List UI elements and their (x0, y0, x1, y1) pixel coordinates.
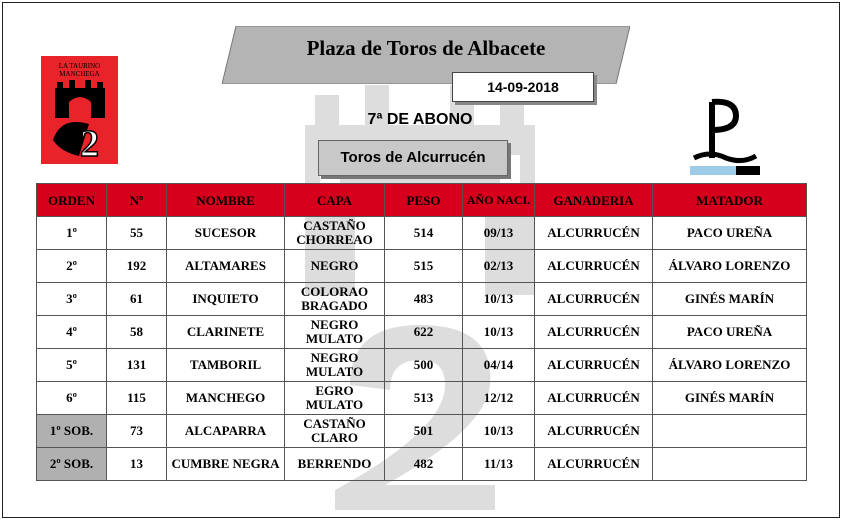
cell-peso: 483 (385, 283, 463, 316)
cell-peso: 501 (385, 415, 463, 448)
cell-matador (653, 415, 807, 448)
logo-line-2: MANCHEGA (59, 70, 100, 78)
table-row (37, 217, 807, 250)
cell-ganaderia: ALCURRUCÉN (535, 382, 653, 415)
column-header-matador: MATADOR (653, 184, 807, 217)
cell-peso: 514 (385, 217, 463, 250)
cell-ganaderia: ALCURRUCÉN (535, 415, 653, 448)
cell-matador: ÁLVARO LORENZO (653, 250, 807, 283)
cell-capa: NEGRO MULATO (285, 349, 385, 382)
cell-num: 115 (107, 382, 167, 415)
cell-capa: BERRENDO (285, 448, 385, 481)
cell-peso: 482 (385, 448, 463, 481)
table-header-row (37, 184, 807, 217)
table-row (37, 382, 807, 415)
cell-nombre: ALCAPARRA (167, 415, 285, 448)
cell-num: 61 (107, 283, 167, 316)
cell-capa: CASTAÑO CHORREAO (285, 217, 385, 250)
column-header-num: Nº (107, 184, 167, 217)
cell-peso: 513 (385, 382, 463, 415)
cell-orden: 2º (37, 250, 107, 283)
cell-num: 55 (107, 217, 167, 250)
cell-matador: GINÉS MARÍN (653, 283, 807, 316)
cell-ganaderia: ALCURRUCÉN (535, 316, 653, 349)
cell-orden: 5º (37, 349, 107, 382)
cell-peso: 622 (385, 316, 463, 349)
cell-ganaderia: ALCURRUCÉN (535, 448, 653, 481)
cell-nacimiento: 09/13 (463, 217, 535, 250)
cell-nombre: CLARINETE (167, 316, 285, 349)
cell-orden: 3º (37, 283, 107, 316)
cell-nacimiento: 12/12 (463, 382, 535, 415)
cell-orden: 4º (37, 316, 107, 349)
table-row (37, 316, 807, 349)
cell-num: 73 (107, 415, 167, 448)
cell-nacimiento: 10/13 (463, 415, 535, 448)
cell-matador: PACO UREÑA (653, 217, 807, 250)
table-row (37, 415, 807, 448)
cell-capa: NEGRO (285, 250, 385, 283)
cell-nacimiento: 04/14 (463, 349, 535, 382)
cell-nombre: CUMBRE NEGRA (167, 448, 285, 481)
column-header-peso: PESO (385, 184, 463, 217)
cell-matador (653, 448, 807, 481)
cell-matador: GINÉS MARÍN (653, 382, 807, 415)
logo-number: 2 (80, 123, 99, 160)
logo-line-1: LA TAURINO (58, 62, 101, 70)
bull-list-table (36, 183, 807, 481)
cell-matador: PACO UREÑA (653, 316, 807, 349)
cell-ganaderia: ALCURRUCÉN (535, 217, 653, 250)
table-row (37, 250, 807, 283)
cell-ganaderia: ALCURRUCÉN (535, 283, 653, 316)
cell-nacimiento: 10/13 (463, 283, 535, 316)
cell-nacimiento: 11/13 (463, 448, 535, 481)
column-header-nombre: NOMBRE (167, 184, 285, 217)
cell-orden: 2º SOB. (37, 448, 107, 481)
column-header-ganaderia: GANADERIA (535, 184, 653, 217)
cell-nombre: TAMBORIL (167, 349, 285, 382)
cell-capa: EGRO MULATO (285, 382, 385, 415)
cell-capa: NEGRO MULATO (285, 316, 385, 349)
cell-ganaderia: ALCURRUCÉN (535, 349, 653, 382)
cell-nombre: MANCHEGO (167, 382, 285, 415)
cell-num: 13 (107, 448, 167, 481)
ganaderia-banner: Toros de Alcurrucén (318, 140, 508, 176)
table-row (37, 448, 807, 481)
cell-orden: 6º (37, 382, 107, 415)
cell-num: 192 (107, 250, 167, 283)
cell-orden: 1º SOB. (37, 415, 107, 448)
cell-nombre: INQUIETO (167, 283, 285, 316)
column-header-capa: CAPA (285, 184, 385, 217)
cell-capa: CASTAÑO CLARO (285, 415, 385, 448)
cell-nacimiento: 02/13 (463, 250, 535, 283)
cell-ganaderia: ALCURRUCÉN (535, 250, 653, 283)
column-header-orden: ORDEN (37, 184, 107, 217)
column-header-ano-nacimiento: AÑO NACI. (463, 184, 535, 217)
cell-num: 58 (107, 316, 167, 349)
abono-label: 7ª DE ABONO (367, 111, 473, 128)
event-date: 14-09-2018 (452, 72, 594, 102)
cell-num: 131 (107, 349, 167, 382)
cell-nacimiento: 10/13 (463, 316, 535, 349)
cell-peso: 500 (385, 349, 463, 382)
pl-monogram-icon (690, 96, 760, 176)
table-row (37, 283, 807, 316)
table-row (37, 349, 807, 382)
cell-matador: ÁLVARO LORENZO (653, 349, 807, 382)
cell-nombre: SUCESOR (167, 217, 285, 250)
cell-peso: 515 (385, 250, 463, 283)
cell-nombre: ALTAMARES (167, 250, 285, 283)
cell-orden: 1º (37, 217, 107, 250)
taurino-manchega-logo (41, 56, 118, 164)
page-title: Plaza de Toros de Albacete (306, 36, 546, 60)
bullring-icon (49, 80, 111, 160)
cell-capa: COLORAO BRAGADO (285, 283, 385, 316)
